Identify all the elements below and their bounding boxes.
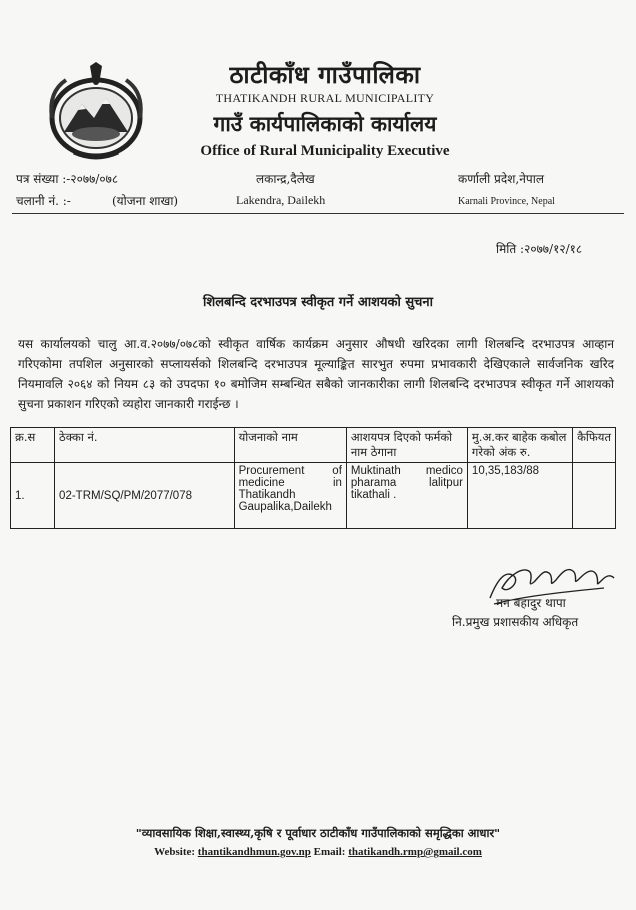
signatory-title: नि.प्रमुख प्रशासकीय अधिकृत [452,615,579,629]
cell-serial: 1. [11,463,55,529]
cell-remarks [573,463,616,529]
footer-motto: "व्यावसायिक शिक्षा,स्वास्थ्य,कृषि र पूर्वाधार ठाटीकाँध गाउँपालिकाको समृद्धिका आधार" [135,826,501,840]
dispatch-number: चलानी नं. :- [16,194,71,208]
nepal-emblem-logo [44,62,148,162]
section-name: (योजना शाखा) [112,194,179,208]
cell-firm-name: Muktinath medico pharama lalitpur tikathali . [346,463,467,529]
table-header-row [11,428,616,463]
col-firm-name: आशयपत्र दिएको फर्मको नाम ठेगाना [346,428,467,463]
cell-bid-amount: 10,35,183/88 [467,463,572,529]
email-label: Email: [313,846,346,858]
website-link[interactable]: thantikandhmun.gov.np [197,846,311,858]
letter-date: मिति :२०७७/१२/१८ [496,242,583,256]
col-contract-no: ठेक्का नं. [55,428,235,463]
municipality-name-english: THATIKANDH RURAL MUNICIPALITY [215,91,435,105]
signatory-name: मन बहादुर थापा [496,596,566,610]
province-english: Karnali Province, Nepal [458,196,555,207]
award-table [10,427,616,529]
office-name-nepali: गाउँ कार्यपालिकाको कार्यालय [213,111,437,136]
location-english: Lakendra, Dailekh [236,193,326,207]
col-bid-amount: मु.अ.कर बाहेक कबोल गरेको अंक रु. [467,428,572,463]
municipality-name-nepali: ठाटीकाँध गाउँपालिका [229,60,421,89]
notice-body: यस कार्यालयको चालु आ.व.२०७७/०७८को स्वीकृत वार्षिक कार्यक्रम अनुसार औषधी खरिदका लागी शिलबन्दि दरभाउपत्र आव्हान गरिएकोमा तपशिल अनुसारको सप्लायर्सको शिलबन्दि दरभाउपत्र मूल्याङ्कित सारभुत रुपमा प्रभावकारी देखिएकाले सार्वजनिक खरिद नियमावलि २०६४ को नियम ८३ को उपदफा १० बमोजिम सम्बन्धित सबैको जानकारीका लागी शिलबन्दि दरभाउपत्र स्वीकृत गर्ने आशयको सुचना प्रकाशन गरिएको व्यहोरा जानकारी गराईन्छ । [18,337,614,411]
reference-number: पत्र संख्या :-२०७७/०७८ [16,172,119,186]
location-nepali: लकान्द्र,दैलेख [256,172,315,186]
office-name-english: Office of Rural Municipality Executive [200,143,450,159]
col-remarks: कैफियत [573,428,616,463]
province-nepali: कर्णाली प्रदेश,नेपाल [458,172,544,186]
footer-contact [0,846,636,858]
header-divider [12,213,624,214]
cell-project-name: Procurement of medicine in Thatikandh Gaupalika,Dailekh [234,463,346,529]
notice-subject: शिलबन्दि दरभाउपत्र स्वीकृत गर्ने आशयको सुचना [203,295,433,310]
col-project-name: योजनाको नाम [234,428,346,463]
website-label: Website: [154,846,196,858]
table-row [11,463,616,529]
col-serial: क्र.स [11,428,55,463]
email-link[interactable]: thatikandh.rmp@gmail.com [348,846,482,858]
cell-contract-no: 02-TRM/SQ/PM/2077/078 [55,463,235,529]
